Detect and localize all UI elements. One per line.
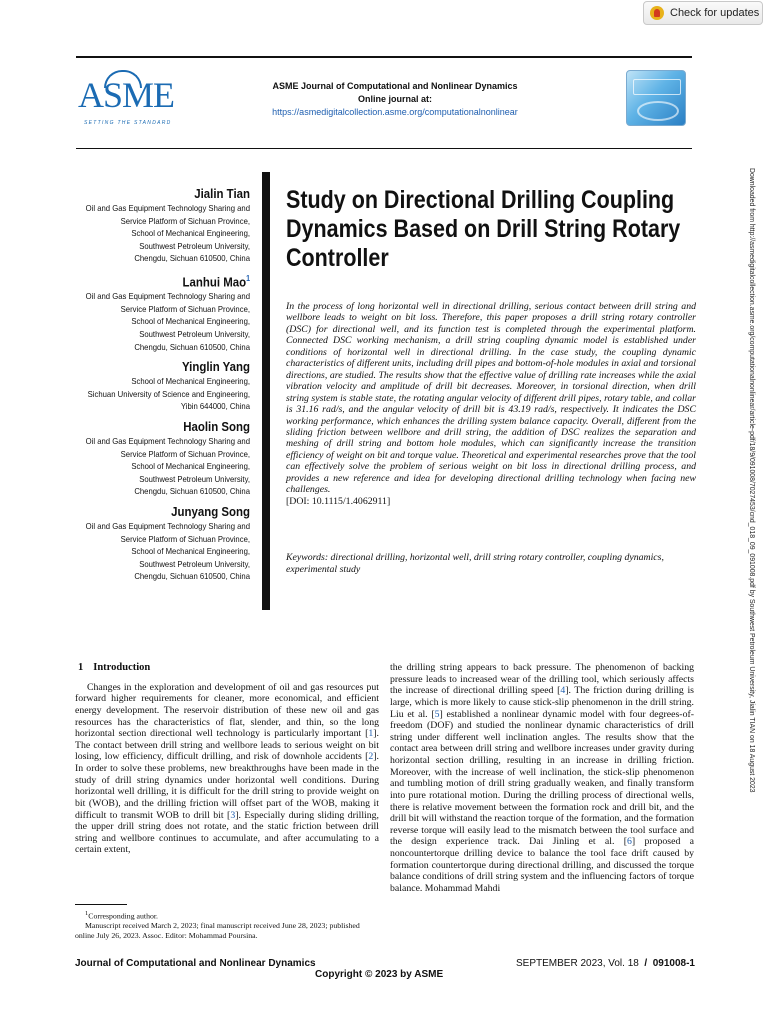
title-vertical-bar <box>262 172 270 610</box>
header-bottom-rule <box>76 148 692 149</box>
citation-link[interactable]: 4 <box>560 685 566 697</box>
abstract-text: In the process of long horizontal well in directional drilling, serious contact between drill string and wellbore leads to weight on bit loss. Therefore, this paper proposes a drill string rotary controller (DSC) for directional well, and its function test is completed through the experimental platform. Connected DSC working mechanism, a drill string coupling dynamic model is established under conditions of horizontal well in directional drilling. In the case study, the coupling dynamic characteristics of different units, including drill pipes and bottom-of-hole modules in axial and torsional directions, are studied. The results show that the effective value of drilling rate increases while the axial vibration velocity and amplitude of drill bit decreases. Moreover, in torsional direction, when drill string system is stable state, the rotating angular velocity of different drill pipes, rotary table, and collar is 31.16 rad/s, and the angular velocity of drill bit is 43.19 rad/s, respectively. It indicates the DSC working performance, which enhances the drilling system balance capacity. Overall, different from the sliding friction between wellbore and drill string, the addition of DSC realizes the separation and meshing of drill string and bottom hole modules, which can significantly increase the transition efficiency of weight on bit and torque value. Theoretical and experimental researches prove that the tool can effectively solve the problem of serious weight on bit loss in directional drilling process, and provides a new reference and idea for developing directional drilling technology when facing new challenges. <box>286 301 696 496</box>
footer-journal: Journal of Computational and Nonlinear Dynamics <box>75 958 316 969</box>
logo-word: ASME <box>78 75 175 115</box>
author-affiliation: School of Mechanical Engineering, Sichuan University of Science and Engineering, Yibin 644000, China <box>87 376 250 412</box>
footer-issue: SEPTEMBER 2023, Vol. 18 / 091008-1 <box>515 958 695 969</box>
body-paragraph: Changes in the exploration and development of oil and gas resources put forward higher requirements for cleaner, more economical, and efficient energy development. The reservoir distribution of these new oil and gas resources has the characteristics of flat, slender, and thin, so the long horizontal section directional well technology is particularly important [1]. The contact between drill string and wellbore leads to serious weight on bit losing, low efficiency, difficult drilling, and risk of downhole accidents [2]. In order to solve these problems, new breakthroughs have been made in the study of drill string dynamics under horizontal well conditions. During horizontal well drilling, it is difficult for the drill string to provide weight on bit (WOB), and the drilling friction will offset part of the WOB, making it difficult to transmit WOB to drill bit [3]. Especially during sliding drilling, the upper drill string does not rotate, and the static friction between drill string and wellbore continues to accumulate, and after accumulating to a certain extent, <box>75 681 380 856</box>
citation-link[interactable]: 5 <box>434 708 440 720</box>
author-name: Junyang Song <box>171 504 250 520</box>
author-block <box>70 419 250 498</box>
left-column <box>75 662 379 856</box>
footnotes <box>75 909 379 940</box>
logo-tagline: SETTING THE STANDARD <box>84 120 172 126</box>
citation-link[interactable]: 1 <box>368 728 374 740</box>
citation-link[interactable]: 3 <box>230 809 236 821</box>
footer-copyright: Copyright © 2023 by ASME <box>315 969 444 980</box>
author-block <box>70 504 250 583</box>
footnote-received: Manuscript received March 2, 2023; final manuscript received June 28, 2023; published online July 26, 2023. Assoc. Editor: Mohammad Poursina. <box>75 921 360 940</box>
section-title: Introduction <box>93 662 151 673</box>
author-block <box>70 271 250 353</box>
author-affiliation: Oil and Gas Equipment Technology Sharing and Service Platform of Sichuan Province, School of Mechanical Engineering, Southwest Petroleum University, Chengdu, Sichuan 610500, China <box>85 203 250 264</box>
author-name: Jialin Tian <box>194 186 250 201</box>
keywords: Keywords: directional drilling, horizontal well, drill string rotary controller, coupling dynamics, experimental study <box>286 552 664 575</box>
journal-url-link[interactable]: https://asmedigitalcollection.asme.org/computationalnonlinear <box>272 107 518 117</box>
section-heading <box>78 662 379 674</box>
download-note <box>736 168 755 888</box>
author-affiliation: Oil and Gas Equipment Technology Sharing and Service Platform of Sichuan Province, School of Mechanical Engineering, Southwest Petroleum University, Chengdu, Sichuan 610500, China <box>85 291 250 352</box>
download-note-text: Downloaded from http://asmedigitalcollection.asme.org/computationalnonlinear/article-pdf/18/9/091008/7027453/cnd_018_09_091008.pdf by Southwest Petroleum University, Jialin TIAN on 18 August 2023 <box>748 168 755 793</box>
check-for-updates-button[interactable] <box>643 1 763 25</box>
author-affiliation: Oil and Gas Equipment Technology Sharing and Service Platform of Sichuan Province, School of Mechanical Engineering, Southwest Petroleum University, Chengdu, Sichuan 610500, China <box>85 521 250 582</box>
online-journal-label: Online journal at: <box>357 94 432 104</box>
author-block <box>70 359 250 413</box>
author-list <box>70 186 250 589</box>
crossmark-icon <box>650 6 664 20</box>
author-block <box>70 186 250 265</box>
journal-name: ASME Journal of Computational and Nonlinear Dynamics <box>272 81 518 91</box>
author-name: Lanhui Mao$^1$ <box>182 273 250 290</box>
citation-link[interactable]: 2 <box>368 751 374 763</box>
author-affiliation: Oil and Gas Equipment Technology Sharing and Service Platform of Sichuan Province, School of Mechanical Engineering, Southwest Petroleum University, Chengdu, Sichuan 610500, China <box>85 436 250 497</box>
footnote-rule <box>75 904 127 905</box>
citation-link[interactable]: 6 <box>626 836 632 848</box>
paper-title: Study on Directional Drilling Coupling Dynamics Based on Drill String Rotary Controller <box>286 186 681 272</box>
header-top-rule <box>76 56 692 58</box>
section-number: 1 <box>78 662 84 673</box>
right-column <box>390 662 694 895</box>
check-for-updates-label: Check for updates <box>670 7 760 19</box>
abstract <box>286 301 696 507</box>
journal-cover-image <box>626 70 686 126</box>
author-name: Yinglin Yang <box>181 359 250 375</box>
journal-header <box>270 80 520 119</box>
body-paragraph: the drilling string appears to back pressure. The phenomenon of backing pressure leads to increased wear of the drilling tool, which seriously affects the increase of directional drilling speed [4]. The friction during drilling is large, which is more likely to cause stick-slip phenomenon in the drill string. Liu et al. [5] established a nonlinear dynamic model with four degrees-of-freedom (DOF) and studied the nonlinear dynamic characteristics of drill string under different well inclination angles. The results show that the contact area between drill string and wellbore increases under gravity during horizontal section drilling, resulting in an increase in drilling friction. Moreover, with the increase of well inclination, the stick-slip phenomenon and tumbling motion of drill string gradually weaken, and finally transform into pure rotational motion. During the drilling process of directional wells, there is relative movement between the formation rock and drill bit, and the drill bit will withstand the reaction torque of the formation, and the formation reverse torque will easily lead to the mismatch between the tool surface and the design experience track. Dai Jinling et al. [6] proposed a noncountertorque drilling device to balance the tool face drift caused by formation countertorque during directional drilling, and discussed the torque balance conditions of drill string system and the influencing factors of torque balance. Mohammad Mahdi <box>390 662 694 894</box>
footnote-corresponding: $^1$Corresponding author. <box>85 910 158 921</box>
author-name: Haolin Song <box>183 419 250 435</box>
asme-logo <box>78 70 178 130</box>
corresponding-author-marker[interactable]: 1 <box>246 273 250 283</box>
doi-link[interactable]: [DOI: 10.1115/1.4062911] <box>286 495 391 507</box>
